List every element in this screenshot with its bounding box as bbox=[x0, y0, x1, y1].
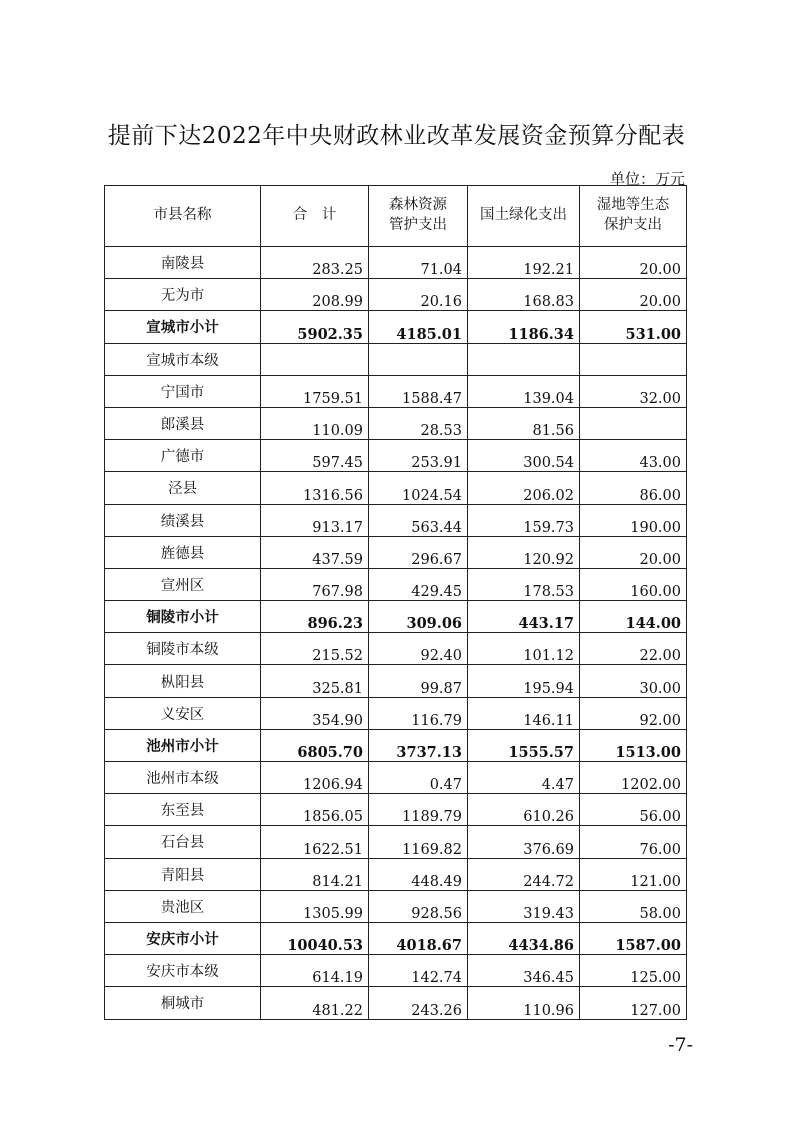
greening-cell: 1186.34 bbox=[468, 311, 580, 343]
subtotal-row bbox=[105, 922, 687, 954]
forest-cell: 448.49 bbox=[369, 858, 468, 890]
table-row bbox=[105, 343, 687, 375]
table-row bbox=[105, 794, 687, 826]
table-row bbox=[105, 407, 687, 439]
total-cell: 767.98 bbox=[261, 568, 369, 600]
table-row bbox=[105, 472, 687, 504]
wetland-cell: 1587.00 bbox=[580, 922, 687, 954]
wetland-cell: 58.00 bbox=[580, 890, 687, 922]
greening-cell: 346.45 bbox=[468, 955, 580, 987]
total-cell bbox=[261, 343, 369, 375]
document-title: 提前下达2022年中央财政林业改革发展资金预算分配表 bbox=[107, 123, 686, 149]
table-row bbox=[105, 633, 687, 665]
county-name-cell: 宣州区 bbox=[105, 568, 261, 600]
table-row bbox=[105, 762, 687, 794]
greening-cell: 244.72 bbox=[468, 858, 580, 890]
wetland-cell: 22.00 bbox=[580, 633, 687, 665]
total-cell: 1759.51 bbox=[261, 375, 369, 407]
greening-cell bbox=[468, 343, 580, 375]
total-cell: 481.22 bbox=[261, 987, 369, 1019]
county-name-cell: 广德市 bbox=[105, 440, 261, 472]
unit-label: 单位：万元 bbox=[609, 170, 685, 188]
budget-table bbox=[104, 185, 687, 1020]
page-number: -7- bbox=[668, 1034, 693, 1056]
county-name-cell: 枞阳县 bbox=[105, 665, 261, 697]
total-cell: 5902.35 bbox=[261, 311, 369, 343]
forest-cell: 563.44 bbox=[369, 504, 468, 536]
table-row bbox=[105, 375, 687, 407]
greening-cell: 101.12 bbox=[468, 633, 580, 665]
total-cell: 597.45 bbox=[261, 440, 369, 472]
total-cell: 208.99 bbox=[261, 279, 369, 311]
forest-cell: 243.26 bbox=[369, 987, 468, 1019]
forest-cell: 116.79 bbox=[369, 697, 468, 729]
greening-cell: 376.69 bbox=[468, 826, 580, 858]
greening-cell: 178.53 bbox=[468, 568, 580, 600]
forest-cell: 142.74 bbox=[369, 955, 468, 987]
forest-cell: 429.45 bbox=[369, 568, 468, 600]
forest-cell: 1024.54 bbox=[369, 472, 468, 504]
table-row bbox=[105, 890, 687, 922]
greening-cell: 146.11 bbox=[468, 697, 580, 729]
table-row bbox=[105, 536, 687, 568]
wetland-cell: 20.00 bbox=[580, 536, 687, 568]
table-row bbox=[105, 568, 687, 600]
forest-cell: 20.16 bbox=[369, 279, 468, 311]
wetland-cell bbox=[580, 343, 687, 375]
county-name-cell: 池州市小计 bbox=[105, 729, 261, 761]
county-name-cell: 宣城市本级 bbox=[105, 343, 261, 375]
total-cell: 215.52 bbox=[261, 633, 369, 665]
total-cell: 1856.05 bbox=[261, 794, 369, 826]
table-row bbox=[105, 665, 687, 697]
total-cell: 913.17 bbox=[261, 504, 369, 536]
county-name-cell: 宁国市 bbox=[105, 375, 261, 407]
forest-cell: 4185.01 bbox=[369, 311, 468, 343]
greening-cell: 168.83 bbox=[468, 279, 580, 311]
greening-cell: 159.73 bbox=[468, 504, 580, 536]
county-name-cell: 铜陵市小计 bbox=[105, 601, 261, 633]
table-row bbox=[105, 504, 687, 536]
total-cell: 437.59 bbox=[261, 536, 369, 568]
total-cell: 1206.94 bbox=[261, 762, 369, 794]
header-greening: 国土绿化支出 bbox=[468, 186, 580, 247]
forest-cell: 0.47 bbox=[369, 762, 468, 794]
greening-cell: 4434.86 bbox=[468, 922, 580, 954]
forest-cell: 1588.47 bbox=[369, 375, 468, 407]
greening-cell: 300.54 bbox=[468, 440, 580, 472]
county-name-cell: 义安区 bbox=[105, 697, 261, 729]
forest-cell bbox=[369, 343, 468, 375]
wetland-cell: 125.00 bbox=[580, 955, 687, 987]
forest-cell: 71.04 bbox=[369, 247, 468, 279]
greening-cell: 4.47 bbox=[468, 762, 580, 794]
wetland-cell: 92.00 bbox=[580, 697, 687, 729]
wetland-cell: 86.00 bbox=[580, 472, 687, 504]
wetland-cell: 56.00 bbox=[580, 794, 687, 826]
table-row bbox=[105, 247, 687, 279]
wetland-cell: 43.00 bbox=[580, 440, 687, 472]
header-wetland-protection: 湿地等生态 保护支出 bbox=[580, 186, 687, 247]
total-cell: 1316.56 bbox=[261, 472, 369, 504]
table-row bbox=[105, 279, 687, 311]
county-name-cell: 无为市 bbox=[105, 279, 261, 311]
forest-cell: 4018.67 bbox=[369, 922, 468, 954]
header-forest-management: 森林资源 管护支出 bbox=[369, 186, 468, 247]
greening-cell: 192.21 bbox=[468, 247, 580, 279]
county-name-cell: 宣城市小计 bbox=[105, 311, 261, 343]
header-total: 合 计 bbox=[261, 186, 369, 247]
total-cell: 614.19 bbox=[261, 955, 369, 987]
wetland-cell bbox=[580, 407, 687, 439]
greening-cell: 81.56 bbox=[468, 407, 580, 439]
county-name-cell: 铜陵市本级 bbox=[105, 633, 261, 665]
total-cell: 814.21 bbox=[261, 858, 369, 890]
forest-cell: 928.56 bbox=[369, 890, 468, 922]
county-name-cell: 郎溪县 bbox=[105, 407, 261, 439]
forest-cell: 296.67 bbox=[369, 536, 468, 568]
subtotal-row bbox=[105, 601, 687, 633]
county-name-cell: 青阳县 bbox=[105, 858, 261, 890]
greening-cell: 120.92 bbox=[468, 536, 580, 568]
county-name-cell: 绩溪县 bbox=[105, 504, 261, 536]
table-header-row bbox=[105, 186, 687, 247]
forest-cell: 1189.79 bbox=[369, 794, 468, 826]
greening-cell: 319.43 bbox=[468, 890, 580, 922]
wetland-cell: 190.00 bbox=[580, 504, 687, 536]
table-row bbox=[105, 440, 687, 472]
county-name-cell: 南陵县 bbox=[105, 247, 261, 279]
forest-cell: 3737.13 bbox=[369, 729, 468, 761]
wetland-cell: 531.00 bbox=[580, 311, 687, 343]
table-row bbox=[105, 987, 687, 1019]
wetland-cell: 20.00 bbox=[580, 279, 687, 311]
wetland-cell: 1513.00 bbox=[580, 729, 687, 761]
wetland-cell: 160.00 bbox=[580, 568, 687, 600]
header-county-name: 市县名称 bbox=[105, 186, 261, 247]
total-cell: 325.81 bbox=[261, 665, 369, 697]
wetland-cell: 144.00 bbox=[580, 601, 687, 633]
greening-cell: 195.94 bbox=[468, 665, 580, 697]
county-name-cell: 贵池区 bbox=[105, 890, 261, 922]
county-name-cell: 石台县 bbox=[105, 826, 261, 858]
forest-cell: 92.40 bbox=[369, 633, 468, 665]
county-name-cell: 泾县 bbox=[105, 472, 261, 504]
subtotal-row bbox=[105, 729, 687, 761]
total-cell: 354.90 bbox=[261, 697, 369, 729]
total-cell: 283.25 bbox=[261, 247, 369, 279]
greening-cell: 1555.57 bbox=[468, 729, 580, 761]
forest-cell: 309.06 bbox=[369, 601, 468, 633]
forest-cell: 28.53 bbox=[369, 407, 468, 439]
total-cell: 110.09 bbox=[261, 407, 369, 439]
county-name-cell: 安庆市小计 bbox=[105, 922, 261, 954]
forest-cell: 1169.82 bbox=[369, 826, 468, 858]
total-cell: 1305.99 bbox=[261, 890, 369, 922]
table-row bbox=[105, 955, 687, 987]
wetland-cell: 76.00 bbox=[580, 826, 687, 858]
county-name-cell: 安庆市本级 bbox=[105, 955, 261, 987]
subtotal-row bbox=[105, 311, 687, 343]
total-cell: 10040.53 bbox=[261, 922, 369, 954]
greening-cell: 110.96 bbox=[468, 987, 580, 1019]
greening-cell: 610.26 bbox=[468, 794, 580, 826]
greening-cell: 206.02 bbox=[468, 472, 580, 504]
total-cell: 6805.70 bbox=[261, 729, 369, 761]
greening-cell: 139.04 bbox=[468, 375, 580, 407]
county-name-cell: 东至县 bbox=[105, 794, 261, 826]
greening-cell: 443.17 bbox=[468, 601, 580, 633]
table-row bbox=[105, 826, 687, 858]
wetland-cell: 30.00 bbox=[580, 665, 687, 697]
county-name-cell: 桐城市 bbox=[105, 987, 261, 1019]
table-row bbox=[105, 697, 687, 729]
wetland-cell: 121.00 bbox=[580, 858, 687, 890]
wetland-cell: 20.00 bbox=[580, 247, 687, 279]
county-name-cell: 旌德县 bbox=[105, 536, 261, 568]
wetland-cell: 32.00 bbox=[580, 375, 687, 407]
wetland-cell: 127.00 bbox=[580, 987, 687, 1019]
wetland-cell: 1202.00 bbox=[580, 762, 687, 794]
forest-cell: 253.91 bbox=[369, 440, 468, 472]
forest-cell: 99.87 bbox=[369, 665, 468, 697]
total-cell: 896.23 bbox=[261, 601, 369, 633]
table-row bbox=[105, 858, 687, 890]
total-cell: 1622.51 bbox=[261, 826, 369, 858]
county-name-cell: 池州市本级 bbox=[105, 762, 261, 794]
